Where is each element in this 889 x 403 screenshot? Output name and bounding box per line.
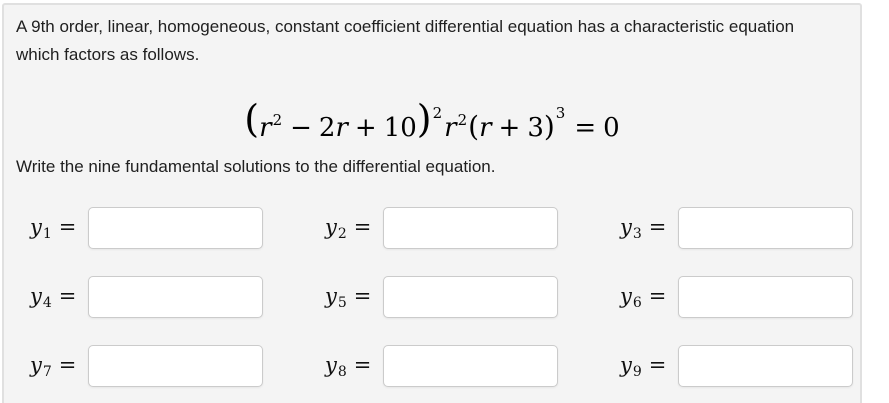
y-subscript: 2 xyxy=(337,225,347,242)
plus-operator: + xyxy=(354,113,377,143)
equals-sign: = xyxy=(58,283,77,308)
y-symbol: y xyxy=(325,283,337,308)
y-subscript: 9 xyxy=(632,363,642,380)
exponent: 2 xyxy=(272,111,283,129)
y-subscript: 6 xyxy=(632,294,642,311)
rparen-glyph: ) xyxy=(543,110,555,143)
equation-term: r xyxy=(335,113,348,143)
y-subscript: 4 xyxy=(42,294,52,311)
y-symbol: y xyxy=(325,214,337,239)
y-subscript: 3 xyxy=(632,225,642,242)
equals-sign: = xyxy=(353,283,372,308)
equals-sign: = xyxy=(648,352,667,377)
answer-label-y6 xyxy=(620,284,678,311)
answers-grid xyxy=(30,207,860,387)
y-symbol: y xyxy=(620,352,632,377)
exponent: 3 xyxy=(555,104,566,122)
answer-input-y3[interactable] xyxy=(678,207,853,249)
answer-input-y5[interactable] xyxy=(383,276,558,318)
answer-row-y3 xyxy=(620,207,853,249)
y-subscript: 8 xyxy=(337,363,347,380)
equals-sign: = xyxy=(574,113,597,143)
equals-sign: = xyxy=(353,352,372,377)
answer-row-y1 xyxy=(30,207,263,249)
equation-term: r xyxy=(479,113,492,143)
answer-row-y8 xyxy=(325,345,558,387)
answer-row-y2 xyxy=(325,207,558,249)
answer-row-y9 xyxy=(620,345,853,387)
answer-input-y7[interactable] xyxy=(88,345,263,387)
equation-term: 2 xyxy=(318,113,336,143)
answer-row-y5 xyxy=(325,276,558,318)
answer-label-y4 xyxy=(30,284,88,311)
y-subscript: 1 xyxy=(42,225,52,242)
equals-sign: = xyxy=(648,214,667,239)
answer-label-y1 xyxy=(30,215,88,242)
y-symbol: y xyxy=(30,214,42,239)
answer-input-y6[interactable] xyxy=(678,276,853,318)
rparen-big-glyph: ) xyxy=(416,97,432,141)
prompt-text: Write the nine fundamental solutions to the differential equation. xyxy=(16,157,496,176)
y-symbol: y xyxy=(30,352,42,377)
equals-sign: = xyxy=(58,214,77,239)
answer-input-y8[interactable] xyxy=(383,345,558,387)
answer-label-y2 xyxy=(325,215,383,242)
characteristic-equation xyxy=(4,89,860,143)
answer-input-y2[interactable] xyxy=(383,207,558,249)
equals-sign: = xyxy=(58,352,77,377)
answer-input-y4[interactable] xyxy=(88,276,263,318)
answer-label-y7 xyxy=(30,353,88,380)
equals-sign: = xyxy=(648,283,667,308)
lparen-big-glyph: ( xyxy=(244,97,260,141)
answer-label-y8 xyxy=(325,353,383,380)
y-symbol: y xyxy=(620,214,632,239)
equation-term: r xyxy=(259,113,272,143)
problem-panel xyxy=(2,3,862,403)
equation-term: 0 xyxy=(603,113,620,143)
equals-sign: = xyxy=(353,214,372,239)
answer-label-y9 xyxy=(620,353,678,380)
answer-label-y3 xyxy=(620,215,678,242)
answer-row-y7 xyxy=(30,345,263,387)
equation-term: 3 xyxy=(527,113,544,143)
answer-row-y4 xyxy=(30,276,263,318)
answer-input-y1[interactable] xyxy=(88,207,263,249)
y-symbol: y xyxy=(325,352,337,377)
equation-term: 10 xyxy=(383,113,417,143)
answer-label-y5 xyxy=(325,284,383,311)
y-subscript: 5 xyxy=(337,294,347,311)
plus-operator: + xyxy=(498,113,521,143)
answer-row-y6 xyxy=(620,276,853,318)
exponent: 2 xyxy=(457,111,468,129)
problem-statement: A 9th order, linear, homogeneous, constant coefficient differential equation has a characteristic equation which factors as follows. xyxy=(16,17,795,64)
equation-term: r xyxy=(444,113,457,143)
y-subscript: 7 xyxy=(42,363,52,380)
y-symbol: y xyxy=(620,283,632,308)
exponent: 2 xyxy=(432,104,443,122)
y-symbol: y xyxy=(30,283,42,308)
minus-operator: − xyxy=(290,113,312,143)
lparen-glyph: ( xyxy=(468,110,480,143)
answer-input-y9[interactable] xyxy=(678,345,853,387)
